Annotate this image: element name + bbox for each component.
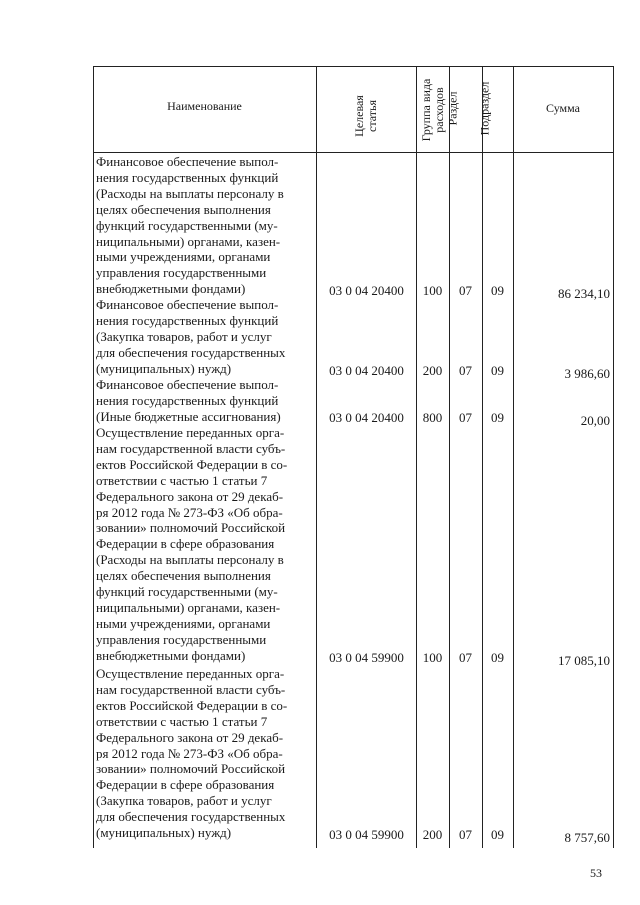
row-3-subsection: 09 — [491, 410, 504, 425]
column-divider — [416, 66, 417, 848]
row-2-target: 03 0 04 20400 — [329, 363, 404, 378]
row-2-section: 07 — [459, 363, 472, 378]
table-right-rule — [613, 66, 614, 848]
row-4-section: 07 — [459, 650, 472, 665]
row-1-subsection: 09 — [491, 283, 504, 298]
row-5-target: 03 0 04 59900 — [329, 827, 404, 842]
column-divider — [482, 66, 483, 848]
row-3-sum: 20,00 — [580, 413, 610, 428]
row-2-sum: 3 986,60 — [564, 366, 610, 381]
table-top-rule — [93, 66, 613, 67]
row-1-name: Финансовое обеспечение выпол- нения государственных функций (Расходы на выплаты персоналу в целях обеспечения выполнения функций государственными (му- ниципальными) органами, казен- ными учреждениями, органами управления государственными внебюджетными фондами) — [96, 154, 284, 297]
row-3-name: Финансовое обеспечение выпол- нения государственных функций (Иные бюджетные ассигнования) — [96, 377, 281, 424]
row-5-subsection: 09 — [491, 827, 504, 842]
column-divider — [513, 66, 514, 848]
row-1-target: 03 0 04 20400 — [329, 283, 404, 298]
header-target-article: Целевая статья — [352, 95, 379, 137]
page-number: 53 — [590, 866, 602, 880]
header-section: Раздел — [445, 91, 460, 126]
row-4-target: 03 0 04 59900 — [329, 650, 404, 665]
row-2-group: 200 — [422, 363, 443, 378]
row-3-target: 03 0 04 20400 — [329, 410, 404, 425]
row-4-name: Осуществление переданных орга- нам государственной власти субъ- ектов Российской Федерации в со- ответствии с частью 1 статьи 7 Федерального закона от 29 декаб- ря 2012 года № 273-ФЗ «Об обра- зовании» полномочий Российской Федерации в сфере образования (Расходы на выплаты персоналу в целях обеспечения выполнения функций государственными (му- ниципальными) органами, казен- ными учреждениями, органами управления государственными внебюджетными фондами) — [96, 425, 288, 663]
table-left-rule — [93, 66, 94, 848]
column-divider — [449, 66, 450, 848]
row-3-section: 07 — [459, 410, 472, 425]
row-5-section: 07 — [459, 827, 472, 842]
row-4-group: 100 — [422, 650, 443, 665]
column-divider — [316, 66, 317, 848]
header-name: Наименование — [167, 99, 242, 113]
row-1-sum: 86 234,10 — [558, 286, 610, 301]
row-4-subsection: 09 — [491, 650, 504, 665]
header-expense-group: Группа вида расходов — [419, 78, 446, 142]
header-sum: Сумма — [546, 101, 580, 115]
row-3-group: 800 — [422, 410, 443, 425]
row-5-group: 200 — [422, 827, 443, 842]
row-4-sum: 17 085,10 — [558, 653, 610, 668]
row-2-subsection: 09 — [491, 363, 504, 378]
header-subsection: Подраздел — [477, 81, 492, 136]
row-5-sum: 8 757,60 — [564, 830, 610, 845]
row-1-group: 100 — [422, 283, 443, 298]
row-2-name: Финансовое обеспечение выпол- нения государственных функций (Закупка товаров, работ и услуг для обеспечения государственных (муниципальных) нужд) — [96, 297, 286, 376]
row-1-section: 07 — [459, 283, 472, 298]
row-5-name: Осуществление переданных орга- нам государственной власти субъ- ектов Российской Федерации в со- ответствии с частью 1 статьи 7 Федерального закона от 29 декаб- ря 2012 года № 273-ФЗ «Об обра- зовании» полномочий Российской Федерации в сфере образования (Закупка товаров, работ и услуг для обеспечения государственных (муниципальных) нужд) — [96, 666, 288, 841]
